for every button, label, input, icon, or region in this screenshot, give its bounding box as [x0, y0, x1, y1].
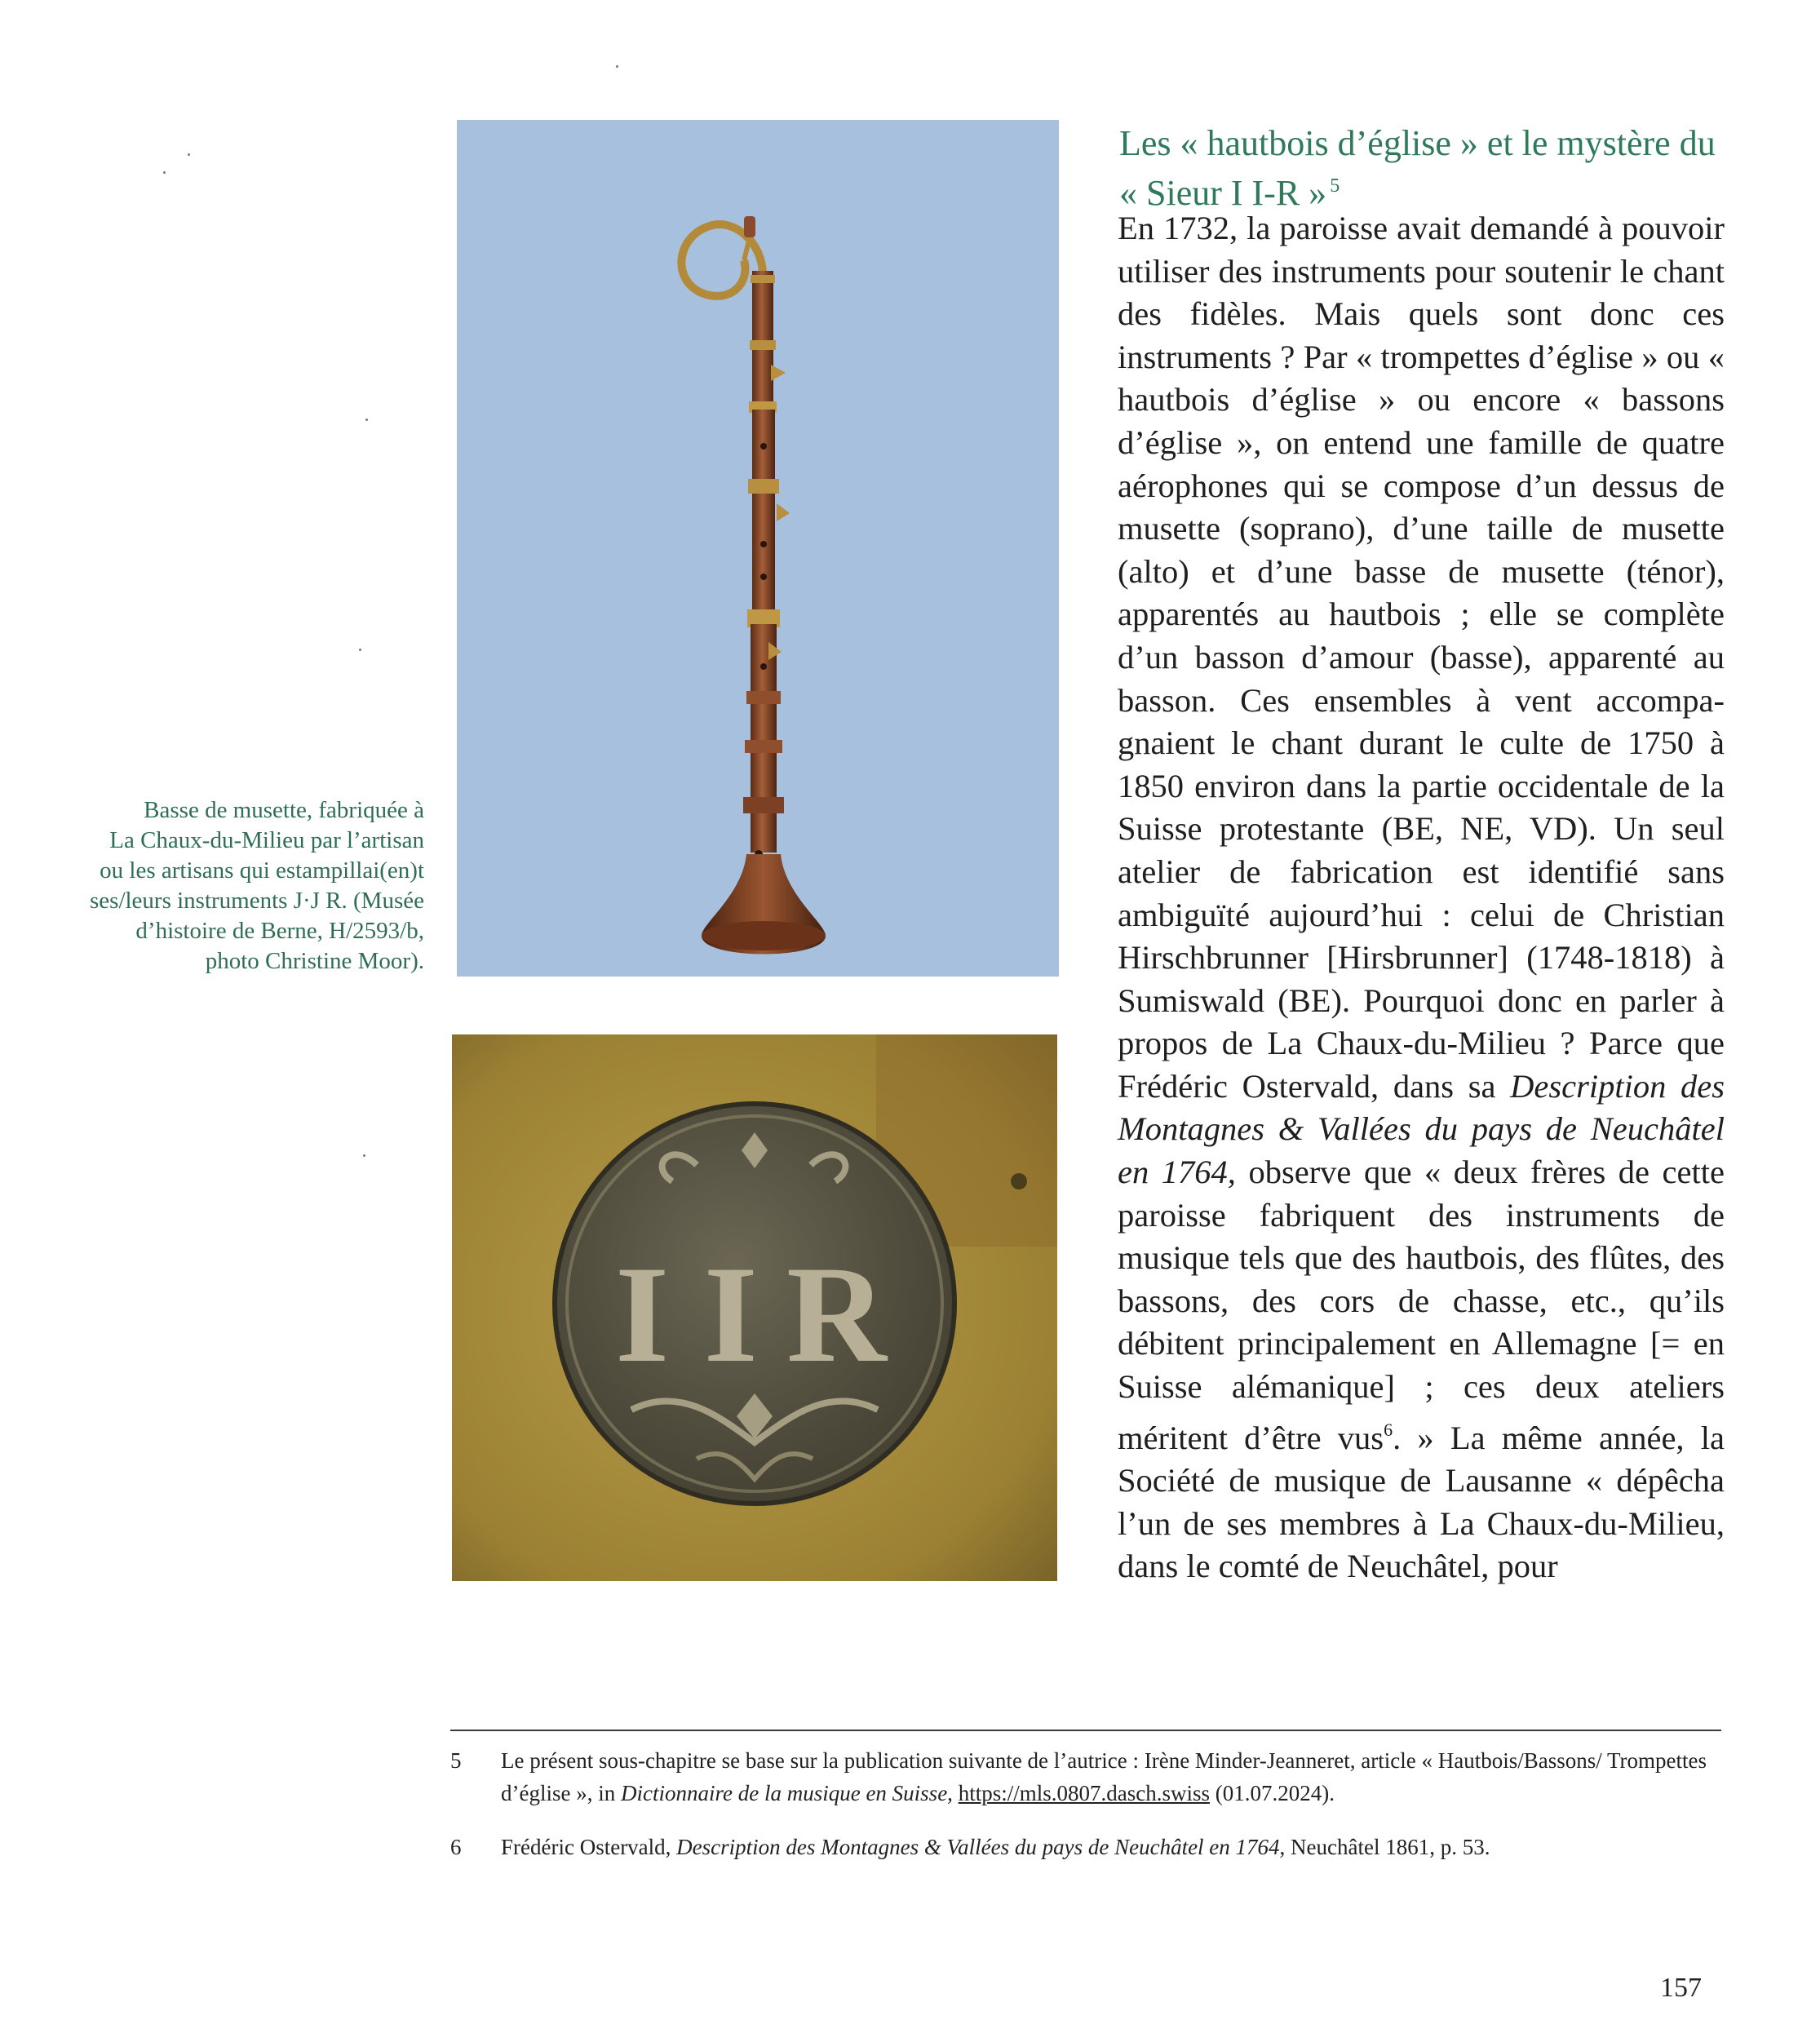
caption-line: ses/leurs instruments J·J R. (Musée — [90, 888, 424, 914]
bass-musette-illustration — [457, 120, 1059, 977]
body-text-run: . » La même année, la Société de musique de Lausanne « dépêcha l’un de ses membres à La Chaux-du-Milieu, dans le comté de Neuchâtel, pour — [1118, 1419, 1725, 1585]
footnote-title: Dictionnaire de la musique en Suisse, — [620, 1781, 953, 1805]
footnote-number: 6 — [450, 1835, 462, 1859]
footnote-title: Description des Montagnes & Vallées du pays de Neuchâtel en 1764 — [676, 1835, 1280, 1859]
heading-text: Les « hautbois d’église » et le mystère du « Sieur I I-R » — [1119, 123, 1716, 213]
body-text-run: En 1732, la paroisse avait demandé à pouvoir utiliser des instruments pour soutenir le chant des fidèles. Mais quels sont donc ces instruments ? Par « trompettes d’église » ou « hautbois d’église » ou encore « bassons d’église », on entend une famille de quatre aérophones qui se compose d’un dessus de musette (soprano), d’une taille de musette (alto) et d’une basse de musette (ténor), apparentés au hautbois ; elle se complète d’un basson d’amour (basse), apparenté au basson. Ces ensembles à vent accompagnaient le chant durant le culte de 1750 à 1850 environ dans la partie occidentale de la Suisse protestante (BE, NE, VD). Un seul atelier de fabrication est identifié sans ambiguïté aujourd’hui : celui de Christian Hirschbrunner [Hirsbrunner] (1748-1818) à Sumiswald (BE). Pourquoi donc en parler à propos de La Chaux-du-Milieu ? Parce que Frédéric Ostervald, dans sa — [1118, 210, 1725, 1105]
scan-speck — [365, 419, 368, 421]
caption-line: La Chaux-du-Milieu par l’artisan — [109, 827, 424, 853]
body-text — [1118, 207, 1725, 1588]
scan-speck — [188, 153, 190, 156]
footnote-text — [501, 1831, 1723, 1863]
footnote-ref: 6 — [1384, 1419, 1393, 1440]
stamp-left-letters: I I — [615, 1238, 758, 1391]
caption-line: ou les artisans qui estampillai(en)t — [100, 857, 424, 884]
scan-speck — [616, 65, 618, 68]
footnotes — [450, 1744, 1723, 1885]
footnote-text — [501, 1744, 1723, 1809]
maker-stamp-illustration — [452, 1034, 1057, 1581]
scan-speck — [359, 649, 361, 651]
body-paragraph — [1118, 207, 1725, 1588]
footnote-text-run: , Neuchâtel 1861, p. 53. — [1279, 1835, 1490, 1859]
footnote-text-run: Le présent sous-chapitre se base sur la publication suivante de l’autrice : Irène Minder-Jeanneret, article « Hautbois/Bassons/ Trompettes d’église », in — [501, 1748, 1707, 1805]
caption-line: d’histoire de Berne, H/2593/b, — [135, 918, 424, 944]
page-number: 157 — [1660, 1973, 1702, 2003]
footnote-text-run: (01.07.2024). — [1209, 1781, 1335, 1805]
footnote-link[interactable]: https://mls.0807.dasch.swiss — [958, 1781, 1210, 1805]
section-heading — [1119, 122, 1739, 215]
book-title: Description des Montagnes & Vallées du pays de Neuchâtel en 1764, — [1118, 1067, 1725, 1191]
body-text-run: observe que « deux frères de cette paroisse fabriquent des instruments de musique tels que des hautbois, des flûtes, des bassons, des cors de chasse, etc., qu’ils débitent principalement en Allemagne [= en Suisse alémanique] ; ces deux ateliers méritent d’être vus — [1118, 1154, 1725, 1456]
maker-stamp-photo — [452, 1034, 1057, 1581]
footnote-number: 5 — [450, 1748, 462, 1773]
scan-speck — [363, 1154, 365, 1157]
footnote — [450, 1744, 1723, 1809]
bass-musette-photo — [457, 120, 1059, 977]
footnote-text-run: Frédéric Ostervald, — [501, 1835, 677, 1859]
figure-caption — [65, 795, 424, 977]
footnote-ref: 5 — [1330, 175, 1340, 197]
footnote-rule — [450, 1730, 1721, 1731]
stamp-right-letter: R — [786, 1238, 887, 1391]
scan-speck — [163, 171, 166, 174]
footnote — [450, 1831, 1723, 1863]
caption-line: photo Christine Moor). — [205, 948, 424, 974]
caption-line: Basse de musette, fabriquée à — [144, 797, 424, 823]
